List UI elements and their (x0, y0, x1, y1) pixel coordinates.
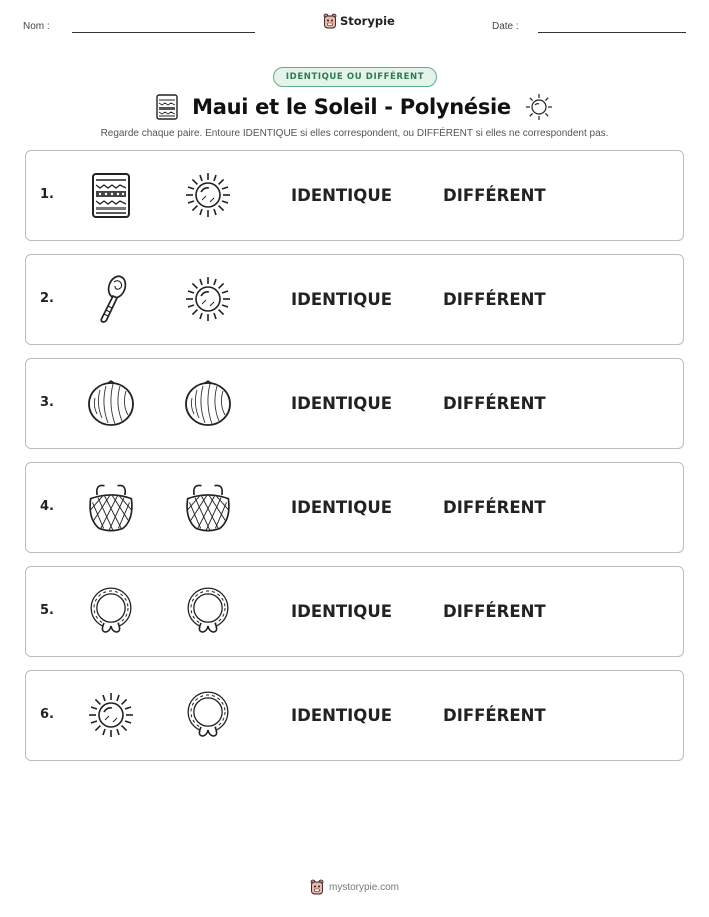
sun-icon (183, 274, 233, 324)
rope-coil-icon (86, 586, 136, 636)
option-identique[interactable]: IDENTIQUE (291, 498, 393, 517)
option-identique[interactable]: IDENTIQUE (291, 290, 393, 309)
question-number: 4. (40, 499, 54, 514)
question-card-1 (25, 150, 684, 241)
date-field-line[interactable] (538, 32, 686, 33)
option-different[interactable]: DIFFÉRENT (443, 186, 546, 205)
option-different[interactable]: DIFFÉRENT (443, 394, 546, 413)
question-number: 3. (40, 395, 54, 410)
storypie-mascot-icon (323, 13, 337, 29)
date-label: Date : (492, 21, 519, 32)
net-bag-icon (183, 482, 233, 532)
brand-name: Storypie (340, 14, 395, 28)
title-row (0, 90, 709, 124)
carved-club-icon (86, 274, 136, 324)
name-label: Nom : (23, 21, 50, 32)
question-number: 6. (40, 707, 54, 722)
tapa-cloth-icon (156, 94, 178, 120)
page-title: Maui et le Soleil - Polynésie (192, 95, 511, 119)
coconut-icon (183, 378, 233, 428)
tapa-cloth-icon (86, 170, 136, 220)
sun-icon (525, 93, 553, 121)
storypie-mascot-icon (310, 879, 324, 895)
footer-url[interactable]: mystorypie.com (328, 881, 399, 893)
question-number: 5. (40, 603, 54, 618)
net-bag-icon (86, 482, 136, 532)
option-different[interactable]: DIFFÉRENT (443, 498, 546, 517)
coconut-icon (86, 378, 136, 428)
footer (0, 879, 709, 895)
question-number: 2. (40, 291, 54, 306)
brand-logo (323, 13, 395, 29)
option-different[interactable]: DIFFÉRENT (443, 290, 546, 309)
sun-icon (86, 690, 136, 740)
name-field-line[interactable] (72, 32, 255, 33)
instructions: Regarde chaque paire. Entoure IDENTIQUE si elles correspondent, ou DIFFÉRENT si elles ne correspondent pas. (100, 128, 609, 139)
rope-coil-icon (183, 690, 233, 740)
question-card-3 (25, 358, 684, 449)
option-identique[interactable]: IDENTIQUE (291, 186, 393, 205)
question-card-6 (25, 670, 684, 761)
option-identique[interactable]: IDENTIQUE (291, 706, 393, 725)
question-number: 1. (40, 187, 54, 202)
question-card-4 (25, 462, 684, 553)
option-identique[interactable]: IDENTIQUE (291, 394, 393, 413)
sun-icon (183, 170, 233, 220)
activity-badge: IDENTIQUE OU DIFFÉRENT (273, 67, 437, 87)
question-card-2 (25, 254, 684, 345)
rope-coil-icon (183, 586, 233, 636)
question-card-5 (25, 566, 684, 657)
option-identique[interactable]: IDENTIQUE (291, 602, 393, 621)
option-different[interactable]: DIFFÉRENT (443, 602, 546, 621)
option-different[interactable]: DIFFÉRENT (443, 706, 546, 725)
